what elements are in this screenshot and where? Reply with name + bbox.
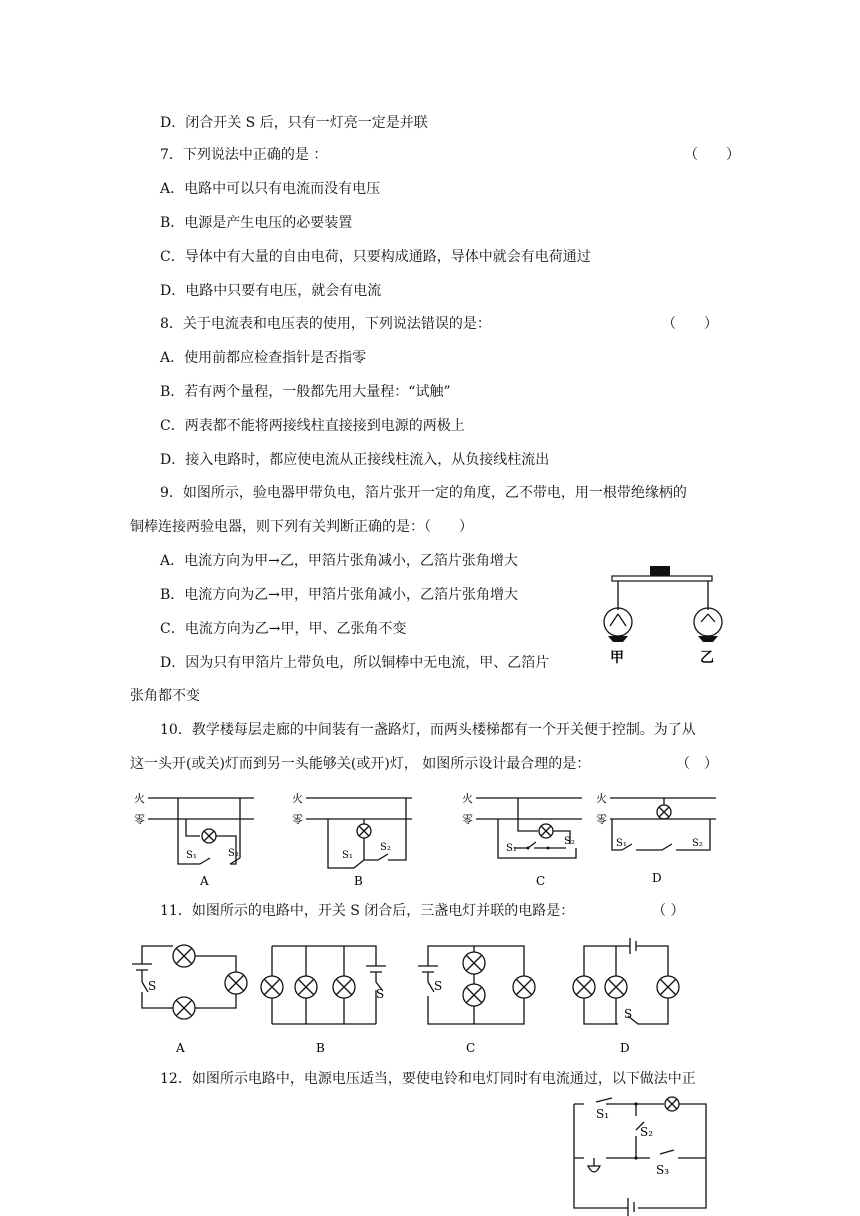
q10-circuit-d [592, 788, 722, 888]
q11-label-d: D [620, 1041, 630, 1055]
q10-circuit-c [458, 788, 588, 888]
q8-option-a: A．使用前都应检查指针是否指零 [160, 350, 367, 366]
q9-electroscope-figure [590, 562, 740, 672]
q9-option-b: B．电流方向为乙→甲，甲箔片张角减小，乙箔片张角增大 [160, 587, 519, 603]
svg-text:S₂: S₂ [228, 848, 239, 859]
svg-text:S₁: S₁ [596, 1107, 610, 1121]
q10-label-b: B [354, 874, 363, 888]
q8-stem: 8．关于电流表和电压表的使用，下列说法错误的是： [160, 316, 491, 332]
q8-option-d: D．接入电路时，都应使电流从正接线柱流入，从负接线柱流出 [160, 452, 550, 468]
svg-text:零: 零 [292, 813, 303, 826]
q11-circuit-b [258, 936, 388, 1054]
svg-text:S₁: S₁ [506, 843, 517, 854]
svg-text:零: 零 [134, 813, 145, 826]
q8-answer-bracket: （ ） [662, 316, 718, 332]
svg-text:零: 零 [596, 813, 607, 826]
svg-text:S: S [624, 1007, 633, 1021]
svg-text:S₂: S₂ [564, 836, 575, 847]
svg-text:S: S [434, 979, 443, 993]
svg-text:S₂: S₂ [692, 838, 703, 849]
svg-text:S: S [148, 979, 157, 993]
q10-label-a: A [200, 874, 209, 888]
q10-stem-line1: 10．教学楼每层走廊的中间装有一盏路灯，而两头楼梯都有一个开关便于控制。为了从 [160, 722, 696, 738]
svg-text:火: 火 [596, 792, 607, 805]
q9-option-d-continued: 张角都不变 [130, 688, 200, 704]
electroscope-jia-label: 甲 [610, 650, 624, 666]
q7-answer-bracket: （ ） [684, 147, 740, 163]
q9-stem-line2: 铜棒连接两验电器，则下列有关判断正确的是：（ ） [130, 519, 473, 535]
q9-stem-line1: 9．如图所示，验电器甲带负电，箔片张开一定的角度，乙不带电，用一根带绝缘柄的 [160, 485, 687, 501]
q9-option-a: A．电流方向为甲→乙，甲箔片张角减小，乙箔片张角增大 [160, 553, 518, 569]
svg-text:火: 火 [462, 792, 473, 805]
q11-label-c: C [466, 1041, 476, 1055]
q6-option-d: D．闭合开关 S 后，只有一灯亮一定是并联 [160, 115, 428, 131]
q8-option-c: C．两表都不能将两接线柱直接接到电源的两极上 [160, 418, 465, 434]
svg-text:S₁: S₁ [342, 850, 353, 861]
electroscope-yi-label: 乙 [700, 650, 714, 666]
q9-option-c: C．电流方向为乙→甲，甲、乙张角不变 [160, 621, 407, 637]
q11-label-b: B [316, 1041, 325, 1055]
svg-text:S: S [376, 987, 385, 1001]
q11-label-a: A [176, 1041, 185, 1055]
q7-stem: 7．下列说法中正确的是 ： [160, 147, 328, 163]
q11-circuit-c [414, 936, 544, 1054]
q11-circuit-d [568, 936, 708, 1054]
svg-text:S₁: S₁ [186, 850, 197, 861]
q10-label-d: D [652, 871, 662, 885]
q11-answer-bracket: （ ） [652, 903, 685, 919]
q11-stem: 11．如图所示的电路中，开关 S 闭合后，三盏电灯并联的电路是： [160, 903, 575, 919]
svg-text:S₂: S₂ [640, 1125, 654, 1139]
q10-label-c: C [536, 874, 546, 888]
q12-stem: 12．如图所示电路中，电源电压适当，要使电铃和电灯同时有电流通过，以下做法中正 [160, 1071, 696, 1087]
q8-option-b: B．若有两个量程，一般都先用大量程：“试触” [160, 384, 451, 400]
q9-option-d: D．因为只有甲箔片上带负电，所以铜棒中无电流，甲、乙箔片 [160, 655, 550, 671]
svg-text:零: 零 [462, 813, 473, 826]
q11-circuit-a [128, 936, 258, 1054]
q10-circuit-b [288, 788, 418, 888]
q10-circuit-a [130, 788, 260, 888]
svg-text:火: 火 [292, 792, 303, 805]
svg-text:S₂: S₂ [380, 842, 391, 853]
svg-text:火: 火 [134, 792, 145, 805]
svg-text:S₃: S₃ [656, 1163, 670, 1177]
q7-option-c: C．导体中有大量的自由电荷，只要构成通路，导体中就会有电荷通过 [160, 249, 591, 265]
q7-option-b: B．电源是产生电压的必要装置 [160, 215, 353, 231]
q10-stem-line2: 这一头开(或关)灯而到另一头能够关(或开)灯， 如图所示设计最合理的是： [130, 756, 591, 772]
q7-option-a: A．电路中可以只有电流而没有电压 [160, 181, 381, 197]
q7-option-d: D．电路中只要有电压，就会有电流 [160, 283, 382, 299]
svg-text:S₁: S₁ [616, 838, 627, 849]
q10-answer-bracket: （ ） [676, 756, 718, 772]
q12-circuit [566, 1096, 716, 1216]
